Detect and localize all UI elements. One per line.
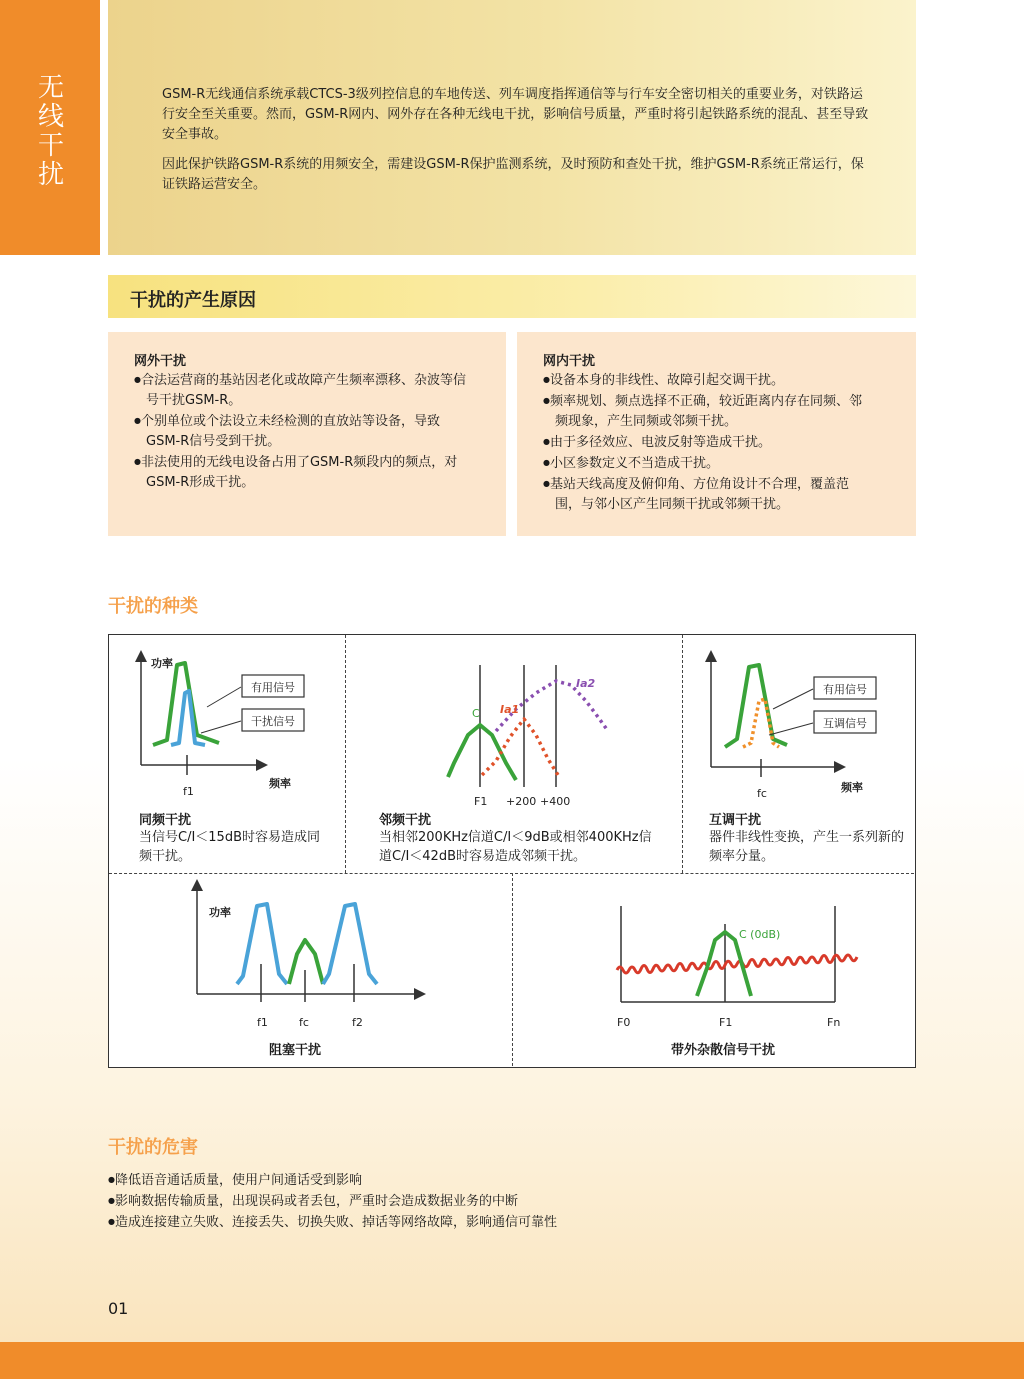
tick-label: fc [757,787,767,800]
useful-signal-curve [153,663,219,745]
tick-f1: f1 [257,1016,268,1029]
intro-paragraph-1: GSM-R无线通信系统承载CTCS-3级列控信息的车地传送、列车调度指挥通信等与行车安全密切相关的重要业务，对铁路运行安全至关重要。然而，GSM-R网内、网外存在各种无线电干扰，影响信号质量，严重时将引起铁路系统的混乱、甚至导致安全事故。 [162,87,869,142]
list-item: ● 设备本身的非线性、故障引起交调干扰。 [543,370,873,391]
adjacent-desc: 当相邻200KHz信道C/I＜9dB或相邻400KHz信道C/I＜42dB时容易造成邻频干扰。 [379,830,652,864]
causes-heading-bar [108,275,916,318]
tick-f0: F0 [617,1016,631,1029]
tick-f2: f2 [352,1016,363,1029]
fc-signal-curve [289,940,323,984]
spurious-figure [513,874,913,1066]
list-item: ● 降低语音通话质量，使用户间通话受到影响 [108,1170,557,1191]
external-list [134,370,474,493]
useful-signal-label: 有用信号 [823,683,867,696]
list-item: ● 影响数据传输质量，出现误码或者丢包，严重时会造成数据业务的中断 [108,1191,557,1212]
f1-signal-curve [237,904,287,984]
page-number: 01 [108,1299,129,1318]
types-heading: 干扰的种类 [108,596,198,617]
useful-signal-label: 有用信号 [251,681,295,694]
tick-fc: fc [299,1016,309,1029]
ia2-label: Ia2 [576,677,596,690]
useful-signal-curve [725,665,787,747]
adjacent-title: 邻频干扰 [379,813,432,828]
spurious-title: 带外杂散信号干扰 [671,1043,776,1058]
internal-interference-box [517,332,916,536]
intro-panel [108,0,916,255]
interference-signal-label: 干扰信号 [251,715,295,728]
list-item: ● 非法使用的无线电设备占用了GSM-R频段内的频点，对GSM-R形成干扰。 [134,452,474,493]
carrier-label: C (0dB) [739,928,781,941]
list-item: ● 频率规划、频点选择不正确，较近距离内存在同频、邻频现象，产生同频或邻频干扰。 [543,391,873,432]
adjacent-200-curve [482,719,558,775]
tick-fn: Fn [827,1016,841,1029]
cochannel-desc: 当信号C/I＜15dB时容易造成同频干扰。 [139,830,321,864]
intermod-desc: 器件非线性变换，产生一系列新的频率分量。 [709,830,905,864]
internal-title: 网内干扰 [543,354,596,369]
blocking-figure [109,874,512,1066]
ia1-label: Ia1 [500,703,520,716]
intermod-title: 互调干扰 [709,813,762,828]
tick-label: f1 [183,785,194,798]
noise-curve [617,955,857,973]
list-item: ● 由于多径效应、电波反射等造成干扰。 [543,432,873,453]
axis-y-label: 功率 [151,657,173,670]
intro-paragraph-2: 因此保护铁路GSM-R系统的用频安全，需建设GSM-R保护监测系统，及时预防和查处干扰，维护GSM-R系统正常运行，保证铁路运营安全。 [162,157,864,192]
tick-f1: F1 [719,1016,733,1029]
external-interference-box [108,332,506,536]
list-item: ● 小区参数定义不当造成干扰。 [543,453,873,474]
axis-y-label: 功率 [209,906,231,919]
side-title: 无线干扰 [37,73,64,190]
harm-list [108,1170,557,1233]
f2-signal-curve [323,904,377,984]
side-tab [0,0,100,255]
list-item: ● 造成连接建立失败、连接丢失、切换失败、掉话等网络故障，影响通信可靠性 [108,1212,557,1233]
axis-x-label: 频率 [269,777,291,790]
blocking-title: 阻塞干扰 [269,1043,322,1058]
intermod-signal-label: 互调信号 [823,717,867,730]
axis-x-label: 频率 [841,781,863,794]
list-item: ● 合法运营商的基站因老化或故障产生频率漂移、杂波等信号干扰GSM-R。 [134,370,474,411]
tick-f1: F1 [474,795,488,808]
tick-200: +200 [506,795,537,808]
list-item: ● 基站天线高度及俯仰角、方位角设计不合理，覆盖范围，与邻小区产生同频干扰或邻频干扰。 [543,474,873,515]
carrier-curve [448,725,516,780]
list-item: ● 个别单位或个法设立未经检测的直放站等设备，导致GSM-R信号受到干扰。 [134,411,474,452]
external-title: 网外干扰 [134,354,187,369]
interference-types-diagram [108,634,916,1068]
causes-heading: 干扰的产生原因 [130,290,256,311]
bottom-bar [0,1342,1024,1379]
harm-heading: 干扰的危害 [108,1137,198,1158]
tick-400: +400 [540,795,571,808]
carrier-label: C [472,707,480,720]
internal-list [543,370,873,515]
cochannel-title: 同频干扰 [139,813,192,828]
